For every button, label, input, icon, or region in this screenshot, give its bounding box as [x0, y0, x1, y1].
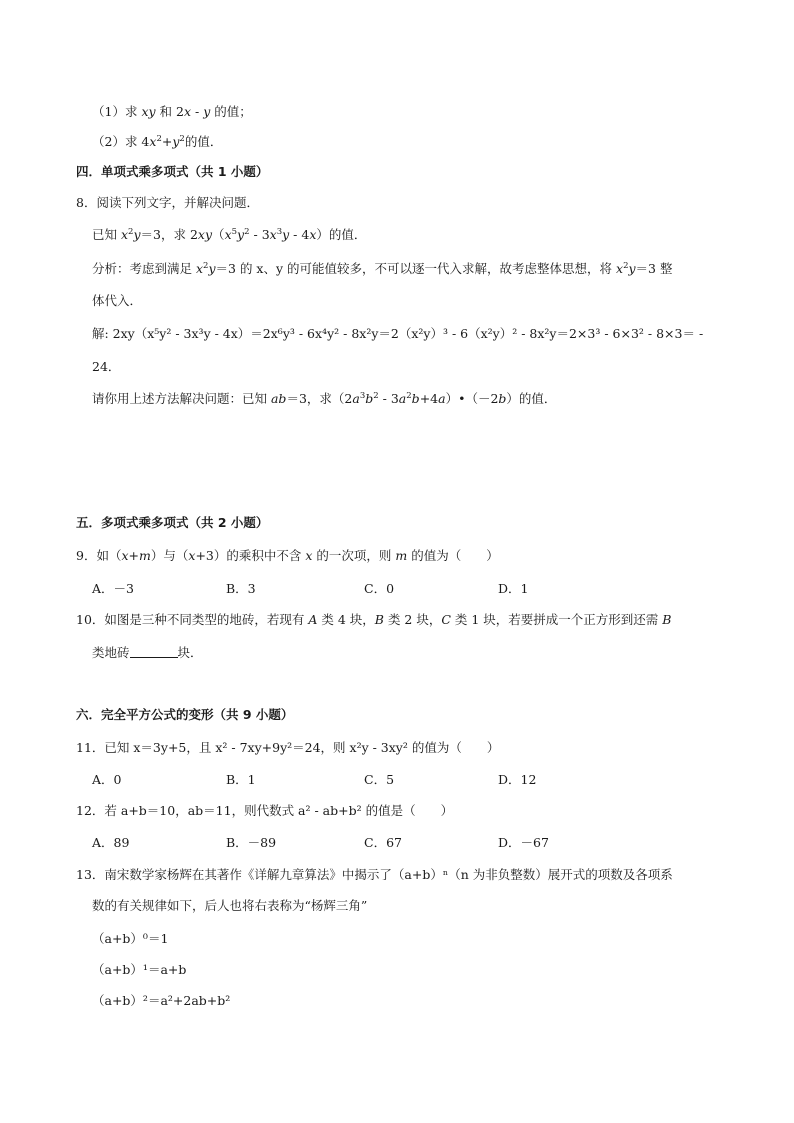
text: 类 1 块，若要拼成一个正方形到还需 — [450, 612, 663, 627]
q12-option-a: A．89 — [92, 835, 130, 850]
text: 请你用上述方法解决问题：已知 — [92, 391, 271, 406]
text: ）与（ — [150, 548, 189, 563]
var: x — [183, 104, 192, 119]
q12-stem: 12．若 a+b＝10，ab＝11，则代数式 a² - ab+b² 的值是（ ） — [76, 803, 454, 818]
q8-line7 — [92, 391, 556, 407]
var: b — [498, 391, 507, 406]
var: C — [441, 612, 451, 627]
text: 和 2 — [155, 104, 184, 119]
q8-line1: 8．阅读下列文字，并解决问题． — [76, 195, 259, 210]
var: B — [374, 612, 384, 627]
text: - 3 — [378, 391, 399, 406]
text: ＝3，求 2 — [140, 227, 198, 242]
var: x — [224, 227, 232, 242]
text: 已知 — [92, 227, 121, 242]
text: ）•（－2 — [445, 391, 499, 406]
exp: 2 — [406, 391, 412, 401]
text: （1）求 — [92, 104, 142, 119]
var: x — [120, 227, 129, 242]
exp: 3 — [359, 391, 366, 401]
q10-line1 — [76, 612, 671, 628]
var: A — [308, 612, 318, 627]
var: m — [139, 548, 151, 563]
var: b — [411, 391, 420, 406]
q7-part1 — [92, 104, 252, 120]
q9-option-d: D．1 — [498, 581, 529, 596]
text: +4 — [419, 391, 439, 406]
q12-option-c: C．67 — [364, 835, 402, 850]
exp: 2 — [128, 227, 134, 237]
exp: 5 — [231, 227, 238, 237]
text: + — [128, 548, 139, 563]
text: ）的值． — [316, 227, 367, 242]
q13-line1: 13．南宋数学家杨辉在其著作《详解九章算法》中揭示了（a+b）ⁿ（n 为非负整数）展开式的项数及各项系 — [76, 867, 673, 882]
var: x — [195, 261, 204, 276]
q7-part2 — [92, 134, 222, 150]
text: ＝3，求（2 — [286, 391, 353, 406]
var: ab — [270, 391, 287, 406]
exp: 2 — [373, 391, 379, 401]
var: b — [365, 391, 374, 406]
var: xy — [141, 104, 156, 119]
exp: 2 — [244, 227, 250, 237]
text: 类地砖 — [92, 645, 130, 660]
text: +3）的乘积中不含 — [195, 548, 306, 563]
var: y — [237, 227, 245, 242]
q10-line2 — [92, 645, 203, 661]
q8-line4: 体代入． — [92, 293, 143, 308]
q11-option-d: D．12 — [498, 772, 537, 787]
section-title-6: 六．完全平方公式的变形（共 9 小题） — [76, 707, 294, 722]
q9-option-b: B．3 — [226, 581, 256, 596]
var: x — [149, 134, 157, 149]
var: a — [352, 391, 360, 406]
q8-line5: 解: 2xy（x⁵y² - 3x³y - 4x）＝2x⁶y³ - 6x⁴y² - 8x²y＝2（x²y）³ - 6（x²y）² - 8x²y＝2×3³ - 6×3² - 8×3＝ - — [92, 326, 704, 341]
text: ）的值． — [506, 391, 557, 406]
var: x — [188, 548, 196, 563]
text: （ — [212, 227, 225, 242]
answer-blank — [130, 645, 178, 658]
exp: 2 — [179, 134, 185, 144]
text: （2）求 4 — [92, 134, 150, 149]
section-title-5: 五．多项式乘多项式（共 2 小题） — [76, 515, 269, 530]
q11-stem: 11．已知 x＝3y+5，且 x² - 7xy+9y²＝24，则 x²y - 3xy² 的值为（ ） — [76, 740, 500, 755]
q8-line3 — [92, 261, 672, 277]
var: y — [203, 104, 211, 119]
text: 块． — [177, 645, 203, 660]
var: y — [282, 227, 290, 242]
var: xy — [197, 227, 213, 242]
var: x — [309, 227, 317, 242]
var: x — [269, 227, 277, 242]
q12-option-d: D．－67 — [498, 835, 549, 850]
var: a — [438, 391, 446, 406]
var: x — [121, 548, 129, 563]
q8-line6: 24． — [92, 359, 121, 374]
q11-option-c: C．5 — [364, 772, 395, 787]
text: 的值． — [184, 134, 223, 149]
exp: 2 — [623, 261, 629, 271]
text: ＝3 的 x、y 的可能值较多，不可以逐一代入求解，故考虑整体思想，将 — [215, 261, 616, 276]
q11-option-b: B．1 — [226, 772, 256, 787]
text: 9．如（ — [76, 548, 122, 563]
exp: 3 — [276, 227, 283, 237]
text: 的值； — [210, 104, 252, 119]
text: 10．如图是三种不同类型的地砖，若现有 — [76, 612, 309, 627]
q11-option-a: A．0 — [92, 772, 122, 787]
var: x — [616, 261, 624, 276]
var: y — [628, 261, 636, 276]
q13-formula-2: （a+b）²＝a²+2ab+b² — [92, 993, 231, 1008]
q12-option-b: B．－89 — [226, 835, 277, 850]
var: y — [172, 134, 180, 149]
q9-option-a: A．－3 — [92, 581, 134, 596]
text: - — [191, 104, 204, 119]
var: y — [133, 227, 141, 242]
text: 分析：考虑到满足 — [92, 261, 196, 276]
text: 类 2 块， — [383, 612, 442, 627]
q13-formula-0: （a+b）⁰＝1 — [92, 931, 169, 946]
var: m — [395, 548, 408, 563]
exp: 2 — [203, 261, 209, 271]
q13-formula-1: （a+b）¹＝a+b — [92, 962, 187, 977]
text: ＝3 整 — [635, 261, 673, 276]
var: a — [398, 391, 407, 406]
section-title-4: 四．单项式乘多项式（共 1 小题） — [76, 164, 269, 179]
text: 的值为（ ） — [407, 548, 499, 563]
text: - 4 — [289, 227, 310, 242]
var: y — [208, 261, 216, 276]
var: B — [662, 612, 672, 627]
text: - 3 — [249, 227, 270, 242]
q9-option-c: C．0 — [364, 581, 395, 596]
var: x — [305, 548, 313, 563]
text: 的一次项，则 — [312, 548, 396, 563]
q8-line2 — [92, 227, 366, 243]
text: + — [161, 134, 173, 149]
q13-line2: 数的有关规律如下，后人也将右表称为“杨辉三角” — [92, 898, 368, 913]
exp: 2 — [156, 134, 162, 144]
text: 类 4 块， — [317, 612, 375, 627]
q9-stem — [76, 548, 499, 564]
